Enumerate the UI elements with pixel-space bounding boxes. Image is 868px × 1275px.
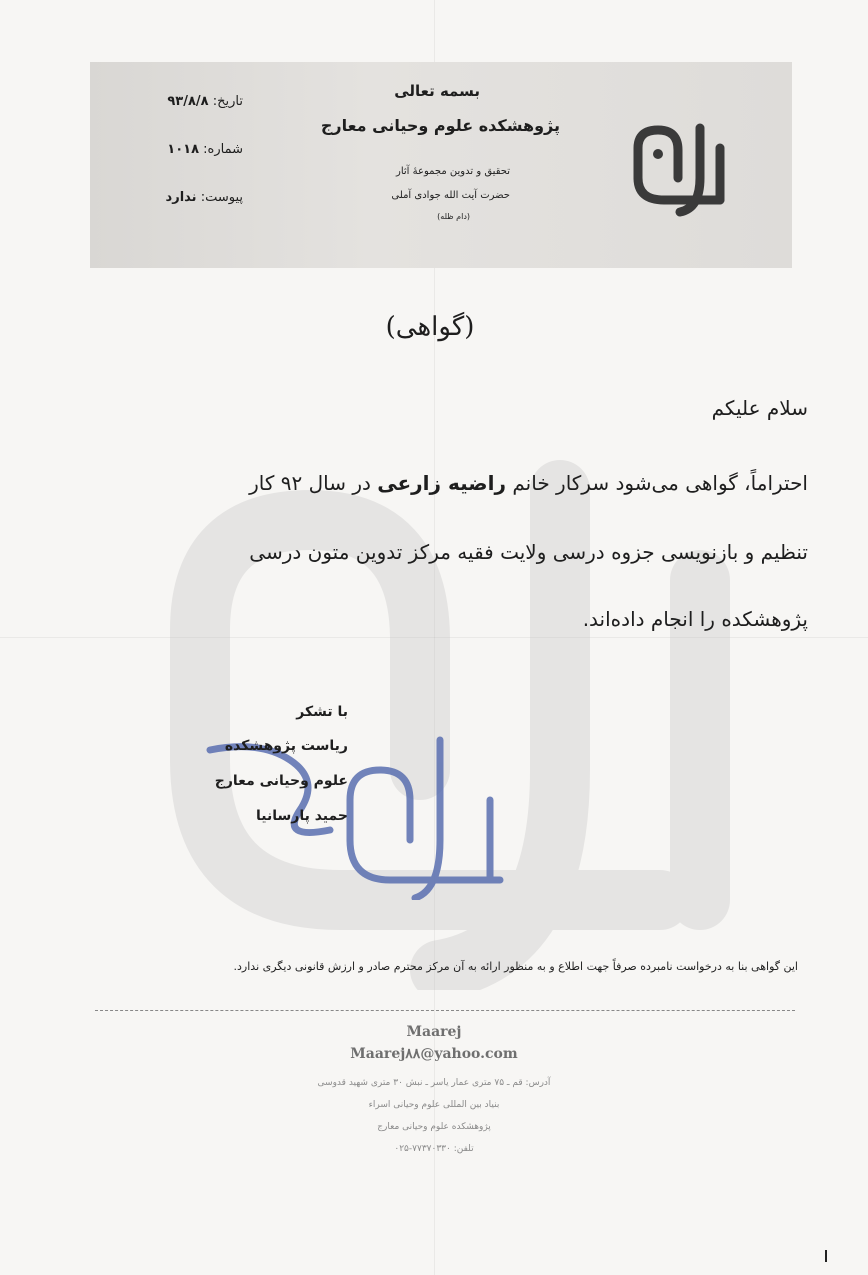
footer-divider	[95, 1010, 795, 1011]
letter-number	[93, 142, 243, 157]
number-label: شماره:	[203, 142, 243, 157]
footer-line-3: پژوهشکده علوم وحیانی معارج	[377, 1122, 491, 1132]
body-paragraph-line-2: تنظیم و بازنویسی جزوه درسی ولایت فقیه مرکز تدوین متون درسی	[249, 540, 808, 564]
disclaimer-footnote: این گواهی بنا به درخواست نامبرده صرفاً جهت اطلاع و به منظور ارائه به آن مرکز محترم صادر و ارزش قانونی دیگری ندارد.	[233, 960, 798, 973]
institute-name: پژوهشکده علوم وحیانی معارج	[320, 116, 560, 135]
body-text-after-name: در سال ۹۲ کار	[249, 471, 378, 495]
letter-date	[93, 94, 243, 109]
attachment-value: ندارد	[165, 190, 197, 205]
date-label: تاریخ:	[212, 94, 243, 109]
footer-line-2: بنیاد بین المللی علوم وحیانی اسراء	[368, 1100, 500, 1110]
signature-institute: علوم وحیانی معارج	[214, 773, 348, 789]
header-subtitle-2: حضرت آیت الله جوادی آملی	[391, 190, 510, 201]
greeting: سلام علیکم	[711, 396, 808, 420]
basmala: بسمه تعالی	[394, 82, 480, 100]
body-paragraph-line-1	[98, 450, 808, 517]
body-paragraph-line-3: پژوهشکده را انجام داده‌اند.	[582, 607, 808, 631]
letter-title: (گواهی)	[385, 312, 475, 342]
attachment-label: پیوست:	[200, 190, 243, 205]
signature-name: حمید پارسانیا	[256, 808, 348, 824]
header-subtitle-1: تحقیق و تدوین مجموعهٔ آثار	[396, 166, 510, 177]
signature-thanks: با تشکر	[296, 704, 348, 720]
recipient-name: راضیه زارعی	[377, 471, 506, 495]
footer-phone: تلفن: ۷۷۳۷۰۳۳۰-۰۲۵	[394, 1144, 474, 1154]
edge-mark	[825, 1250, 827, 1262]
footer-name: Maarej	[406, 1024, 462, 1040]
footer-address: آدرس: قم ـ ۷۵ متری عمار یاسر ـ نبش ۳۰ متری شهید قدوسی	[317, 1078, 551, 1088]
body-text-before-name: احتراماً، گواهی می‌شود سرکار خانم	[505, 471, 808, 495]
header-subtitle-3: (دام ظله)	[437, 212, 470, 221]
signature-title: ریاست پژوهشکده	[224, 738, 348, 754]
maarej-logo-icon	[620, 108, 740, 218]
date-value: ۹۳/۸/۸	[167, 94, 209, 109]
letter-attachment	[93, 190, 243, 205]
footer-email: Maarej۸۸@yahoo.com	[350, 1046, 518, 1062]
number-value: ۱۰۱۸	[167, 142, 200, 157]
